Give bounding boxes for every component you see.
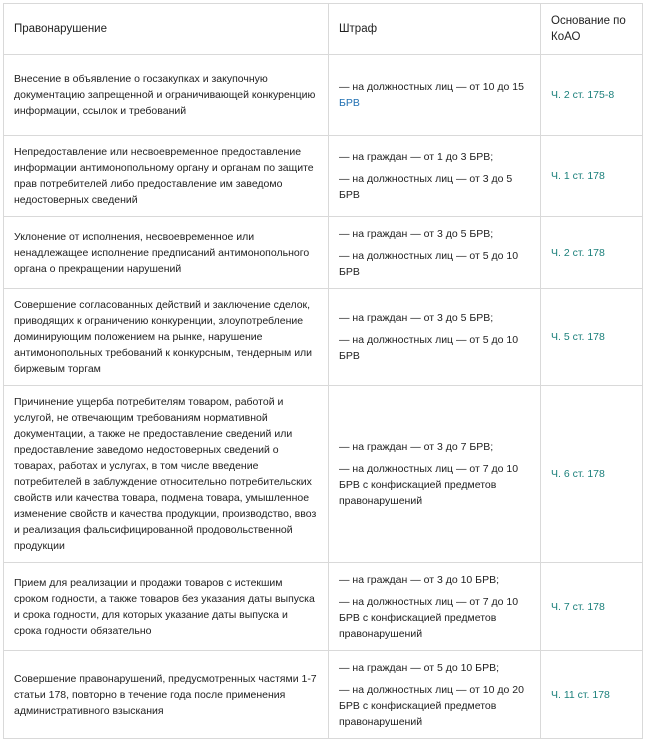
fine-line: — на граждан — от 1 до 3 БРВ; bbox=[339, 151, 494, 163]
fine-cell bbox=[329, 289, 541, 386]
table-row bbox=[4, 217, 643, 289]
offense-cell: Прием для реализации и продажи товаров с истекшим сроком годности, а также товаров без указания даты выпуска и срока годности, для которых указание даты выпуска и срока годности обязательно bbox=[4, 563, 329, 651]
offense-cell: Уклонение от исполнения, несвоевременное или ненадлежащее исполнение предписаний антимонопольного органа о прекращении нарушений bbox=[4, 217, 329, 289]
fine-line: — на граждан — от 3 до 7 БРВ; bbox=[339, 441, 494, 453]
offense-cell: Причинение ущерба потребителям товаром, работой и услугой, не отвечающим требованиям нормативной документации, а также не предоставление сведений или предоставление заведомо недостоверных сведений о товарах, работах и услугах, в том числе введение потребителей в заблуждение относительно потребительских свойств или качества товара, подмена товара, умышленное изменение свойств и качества продукции, производство, ввоз и реализация фальсифицированной продовольственной продукции bbox=[4, 386, 329, 563]
table-row bbox=[4, 136, 643, 217]
fine-line: — на должностных лиц — от 7 до 10 БРВ с конфискацией предметов правонарушений bbox=[339, 595, 519, 640]
brv-link[interactable]: БРВ bbox=[339, 97, 360, 109]
fine-line: — на должностных лиц — от 10 до 20 БРВ с конфискацией предметов правонарушений bbox=[339, 683, 524, 728]
table-row bbox=[4, 55, 643, 136]
fine-cell bbox=[329, 217, 541, 289]
basis-cell[interactable]: Ч. 7 ст. 178 bbox=[541, 563, 643, 651]
fine-cell bbox=[329, 55, 541, 136]
fine-line: — на должностных лиц — от 10 до 15 БРВ bbox=[339, 81, 524, 109]
basis-cell[interactable]: Ч. 11 ст. 178 bbox=[541, 651, 643, 739]
table-row bbox=[4, 386, 643, 563]
fine-cell bbox=[329, 386, 541, 563]
basis-cell[interactable]: Ч. 1 ст. 178 bbox=[541, 136, 643, 217]
fine-cell bbox=[329, 651, 541, 739]
table-header-row bbox=[4, 4, 643, 55]
fine-line: — на граждан — от 3 до 5 БРВ; bbox=[339, 227, 494, 240]
header-offense: Правонарушение bbox=[4, 4, 329, 55]
offense-cell: Внесение в объявление о госзакупках и закупочную документацию запрещенной и ограничивающей конкуренцию информации, ссылок и требований bbox=[4, 55, 329, 136]
fine-cell bbox=[329, 563, 541, 651]
fine-line: — на должностных лиц — от 5 до 10 БРВ bbox=[339, 334, 519, 362]
basis-cell[interactable]: Ч. 6 ст. 178 bbox=[541, 386, 643, 563]
table-row bbox=[4, 289, 643, 386]
fine-line: — на должностных лиц — от 3 до 5 БРВ bbox=[339, 173, 513, 201]
offense-cell: Совершение согласованных действий и заключение сделок, приводящих к ограничению конкуренции, злоупотребление доминирующим положением на рынке, нарушение антимонопольных требований к конкурсным, тендерным или биржевым торгам bbox=[4, 289, 329, 386]
header-fine: Штраф bbox=[329, 4, 541, 55]
fine-cell bbox=[329, 136, 541, 217]
offense-cell: Непредоставление или несвоевременное предоставление информации антимонопольному органу и органам по защите прав потребителей либо предоставление им заведомо недостоверных сведений bbox=[4, 136, 329, 217]
header-basis: Основание по КоАО bbox=[541, 4, 643, 55]
penalties-table bbox=[3, 3, 643, 739]
offense-cell: Совершение правонарушений, предусмотренных частями 1-7 статьи 178, повторно в течение года после применения административного взыскания bbox=[4, 651, 329, 739]
table-row bbox=[4, 651, 643, 739]
basis-cell[interactable]: Ч. 2 ст. 178 bbox=[541, 217, 643, 289]
basis-cell[interactable]: Ч. 2 ст. 175-8 bbox=[541, 55, 643, 136]
fine-line: — на граждан — от 3 до 10 БРВ; bbox=[339, 573, 499, 586]
basis-cell[interactable]: Ч. 5 ст. 178 bbox=[541, 289, 643, 386]
fine-line: — на должностных лиц — от 5 до 10 БРВ bbox=[339, 249, 519, 278]
fine-line: — на должностных лиц — от 7 до 10 БРВ с конфискацией предметов правонарушений bbox=[339, 463, 519, 507]
fine-line: — на граждан — от 3 до 5 БРВ; bbox=[339, 312, 494, 324]
table-row bbox=[4, 563, 643, 651]
fine-line: — на граждан — от 5 до 10 БРВ; bbox=[339, 661, 499, 674]
